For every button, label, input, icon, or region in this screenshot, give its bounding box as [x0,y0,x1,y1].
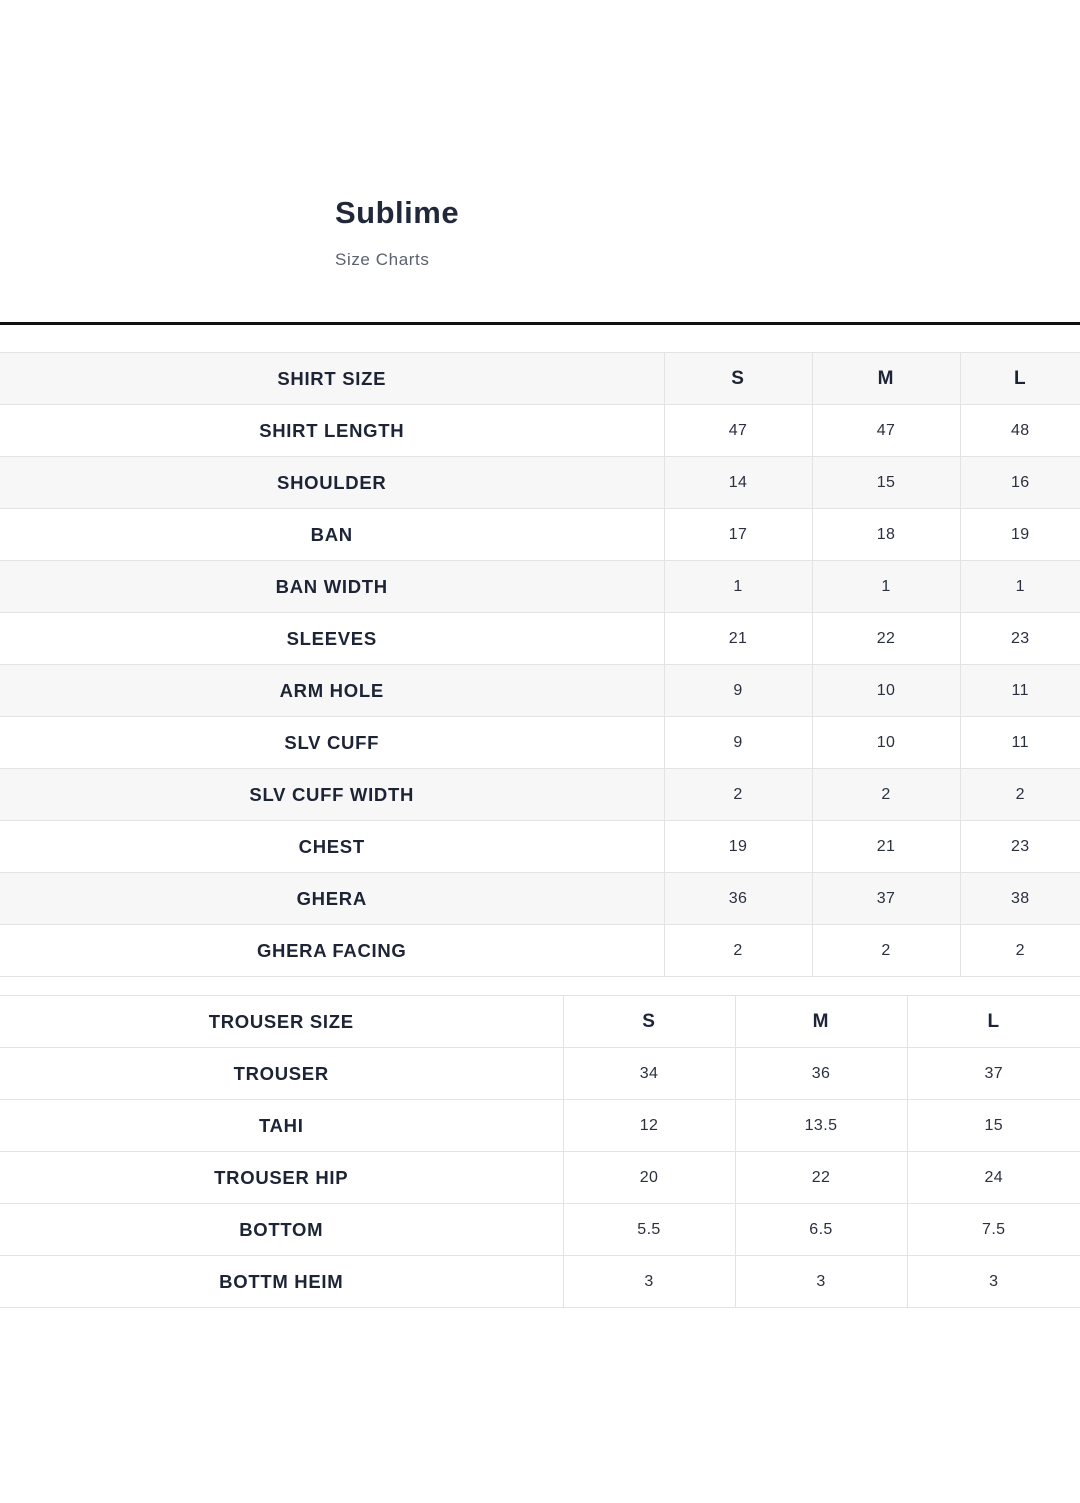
trouser-size-header-s: S [563,996,735,1048]
row-value-m: 13.5 [735,1100,907,1152]
table-header-row [0,353,1080,405]
row-label: BAN WIDTH [0,561,664,613]
table-row [0,457,1080,509]
row-value-s: 2 [664,769,812,821]
shirt-size-header-m: M [812,353,960,405]
row-value-m: 18 [812,509,960,561]
row-value-l: 11 [960,717,1080,769]
row-label: BOTTOM [0,1204,563,1256]
row-value-m: 36 [735,1048,907,1100]
table-row [0,561,1080,613]
shirt-size-table-container [0,352,1080,977]
row-value-s: 17 [664,509,812,561]
row-value-s: 9 [664,665,812,717]
page-header [0,0,1080,270]
row-label: SLEEVES [0,613,664,665]
table-header-row [0,996,1080,1048]
table-row [0,717,1080,769]
row-value-l: 1 [960,561,1080,613]
row-value-s: 12 [563,1100,735,1152]
row-value-m: 2 [812,925,960,977]
table-row [0,665,1080,717]
table-row [0,1256,1080,1308]
table-row [0,1048,1080,1100]
row-label: BAN [0,509,664,561]
row-value-m: 10 [812,717,960,769]
row-value-m: 37 [812,873,960,925]
trouser-size-header-l: L [907,996,1080,1048]
row-value-s: 20 [563,1152,735,1204]
table-row [0,769,1080,821]
row-value-s: 19 [664,821,812,873]
header-divider [0,322,1080,325]
row-value-m: 10 [812,665,960,717]
table-row [0,873,1080,925]
row-label: SLV CUFF WIDTH [0,769,664,821]
row-value-l: 38 [960,873,1080,925]
row-value-s: 1 [664,561,812,613]
row-value-m: 21 [812,821,960,873]
row-value-m: 22 [812,613,960,665]
table-row [0,613,1080,665]
row-value-l: 48 [960,405,1080,457]
table-row [0,509,1080,561]
row-value-s: 5.5 [563,1204,735,1256]
row-value-m: 2 [812,769,960,821]
row-value-l: 2 [960,925,1080,977]
row-value-l: 15 [907,1100,1080,1152]
row-value-m: 15 [812,457,960,509]
row-value-l: 3 [907,1256,1080,1308]
row-value-s: 9 [664,717,812,769]
row-value-s: 3 [563,1256,735,1308]
page-subtitle: Size Charts [335,250,430,270]
row-value-m: 22 [735,1152,907,1204]
row-value-l: 23 [960,821,1080,873]
row-value-l: 7.5 [907,1204,1080,1256]
row-value-m: 6.5 [735,1204,907,1256]
row-value-s: 36 [664,873,812,925]
row-value-s: 14 [664,457,812,509]
row-label: SHOULDER [0,457,664,509]
row-value-m: 3 [735,1256,907,1308]
row-label: TROUSER HIP [0,1152,563,1204]
row-label: CHEST [0,821,664,873]
trouser-size-table-container [0,995,1080,1308]
row-value-s: 2 [664,925,812,977]
table-row [0,1100,1080,1152]
shirt-size-header-label: SHIRT SIZE [0,353,664,405]
row-value-l: 37 [907,1048,1080,1100]
row-value-m: 1 [812,561,960,613]
trouser-size-header-m: M [735,996,907,1048]
row-value-s: 47 [664,405,812,457]
row-label: ARM HOLE [0,665,664,717]
table-row [0,821,1080,873]
table-row [0,925,1080,977]
row-value-l: 2 [960,769,1080,821]
row-value-l: 16 [960,457,1080,509]
row-value-m: 47 [812,405,960,457]
row-value-s: 21 [664,613,812,665]
shirt-size-header-l: L [960,353,1080,405]
table-row [0,405,1080,457]
row-label: GHERA FACING [0,925,664,977]
row-label: SHIRT LENGTH [0,405,664,457]
row-value-l: 11 [960,665,1080,717]
row-value-l: 19 [960,509,1080,561]
row-label: SLV CUFF [0,717,664,769]
shirt-size-header-s: S [664,353,812,405]
row-value-l: 24 [907,1152,1080,1204]
row-label: TROUSER [0,1048,563,1100]
table-row [0,1204,1080,1256]
table-row [0,1152,1080,1204]
row-label: BOTTM HEIM [0,1256,563,1308]
trouser-size-header-label: TROUSER SIZE [0,996,563,1048]
row-label: TAHI [0,1100,563,1152]
brand-title: Sublime [335,195,460,230]
row-label: GHERA [0,873,664,925]
row-value-s: 34 [563,1048,735,1100]
trouser-size-table [0,995,1080,1308]
row-value-l: 23 [960,613,1080,665]
shirt-size-table [0,352,1080,977]
